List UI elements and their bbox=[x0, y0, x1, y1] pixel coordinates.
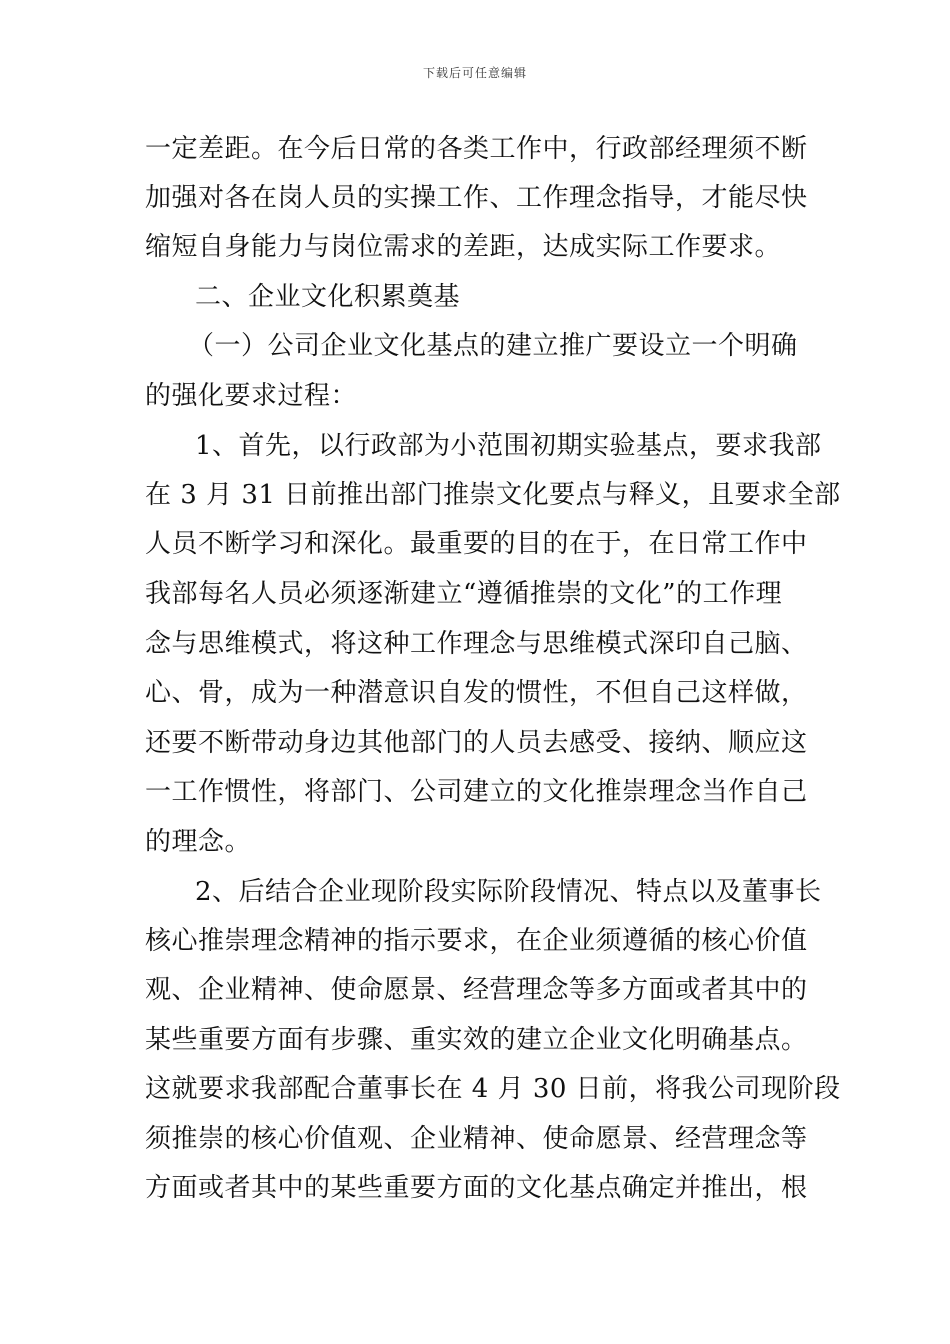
text-line: 心、骨，成为一种潜意识自发的惯性，不但自己这样做， bbox=[145, 678, 808, 708]
text-line: 方面或者其中的某些重要方面的文化基点确定并推出，根 bbox=[145, 1173, 808, 1203]
text-line: 这就要求我部配合董事长在 4 月 30 日前，将我公司现阶段 bbox=[145, 1074, 841, 1104]
text-line: 一定差距。在今后日常的各类工作中，行政部经理须不断 bbox=[145, 134, 808, 164]
text-line: 的强化要求过程： bbox=[145, 381, 358, 411]
text-line: 缩短自身能力与岗位需求的差距，达成实际工作要求。 bbox=[145, 232, 782, 262]
text-line: 我部每名人员必须逐渐建立“遵循推崇的文化”的工作理 bbox=[145, 579, 783, 609]
text-line: 加强对各在岗人员的实操工作、工作理念指导，才能尽快 bbox=[145, 183, 808, 213]
section-heading: 二、企业文化积累奠基 bbox=[195, 282, 461, 312]
text-line: 须推崇的核心价值观、企业精神、使命愿景、经营理念等 bbox=[145, 1124, 808, 1154]
text-line: 的理念。 bbox=[145, 827, 252, 857]
paragraph-start: 1、首先，以行政部为小范围初期实验基点，要求我部 bbox=[195, 431, 822, 461]
text-line: 核心推崇理念精神的指示要求，在企业须遵循的核心价值 bbox=[145, 926, 808, 956]
text-line: 一工作惯性，将部门、公司建立的文化推崇理念当作自己 bbox=[145, 777, 808, 807]
subsection-heading: （一）公司企业文化基点的建立推广要设立一个明确 bbox=[188, 331, 798, 361]
text-line: 还要不断带动身边其他部门的人员去感受、接纳、顺应这 bbox=[145, 728, 808, 758]
text-line: 观、企业精神、使命愿景、经营理念等多方面或者其中的 bbox=[145, 975, 808, 1005]
paragraph-start: 2、后结合企业现阶段实际阶段情况、特点以及董事长 bbox=[195, 877, 822, 907]
text-line: 在 3 月 31 日前推出部门推崇文化要点与释义，且要求全部 bbox=[145, 480, 841, 510]
text-line: 念与思维模式，将这种工作理念与思维模式深印自己脑、 bbox=[145, 629, 808, 659]
text-line: 人员不断学习和深化。最重要的目的在于，在日常工作中 bbox=[145, 529, 808, 559]
page-header: 下载后可任意编辑 bbox=[422, 66, 527, 80]
text-line: 某些重要方面有步骤、重实效的建立企业文化明确基点。 bbox=[145, 1025, 808, 1055]
